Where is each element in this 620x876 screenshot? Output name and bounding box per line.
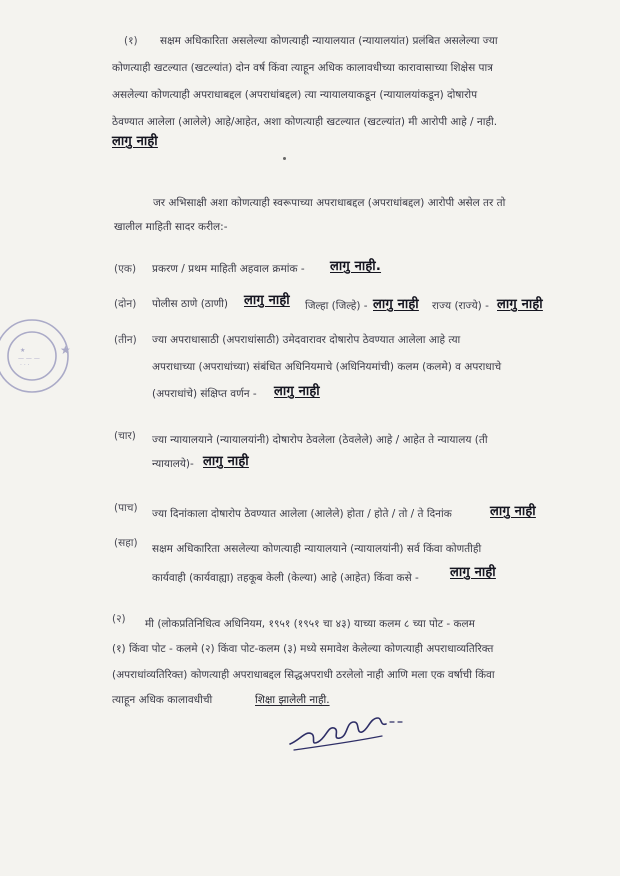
item-6-line-2: कार्यवाही (कार्यवाह्या) तहकूब केली (केल्या) आहे (आहेत) किंवा कसे -	[152, 572, 419, 584]
section-1-line-1: सक्षम अधिकारिता असलेल्या कोणत्याही न्यायालयात (न्यायालयांत) प्रलंबित असलेल्या ज्या	[160, 35, 498, 47]
section-1-answer: लागु नाही	[112, 134, 158, 149]
item-2-number: (दोन)	[114, 298, 137, 310]
official-seal-stamp-icon	[0, 296, 82, 416]
item-5-line-1: ज्या दिनांकाला दोषारोप ठेवण्यात आलेला (आलेले) होता / होते / तो / ते दिनांक	[152, 508, 452, 520]
item-4-number: (चार)	[114, 430, 136, 442]
ink-dot	[283, 157, 286, 160]
item-6-line-1: सक्षम अधिकारिता असलेल्या कोणत्याही न्यायालयाने (न्यायालयांनी) सर्व किंवा कोणतीही	[152, 543, 482, 555]
item-3-answer: लागु नाही	[274, 384, 320, 399]
section-1-line-3: असलेल्या कोणत्याही अपराधाबद्दल (अपराधांबद्दल) त्या न्यायालयाकडून (न्यायालयांकडून) दोषारोप	[112, 89, 478, 101]
item-2-state-label: राज्य (राज्ये) -	[432, 300, 489, 312]
item-4-answer: लागु नाही	[203, 454, 249, 469]
svg-text:★: ★	[20, 347, 26, 354]
item-1-number: (एक)	[114, 263, 137, 275]
item-4-line-1: ज्या न्यायालयाने (न्यायालयांनी) दोषारोप ठेवलेला (ठेवलेले) आहे / आहेत ते न्यायालय (ती	[152, 434, 488, 446]
svg-text:· · ·: · · ·	[20, 362, 30, 369]
section-2-line-1: मी (लोकप्रतिनिधित्व अधिनियम, १९५१ (१९५१ चा ४३) याच्या कलम ८ च्या पोट - कलम	[145, 618, 475, 630]
item-1-answer: लागु नाही.	[330, 259, 382, 274]
item-2-police-answer: लागु नाही	[244, 293, 290, 308]
item-4-line-2: न्यायालये)-	[152, 458, 194, 470]
section-2-line-3: (अपराधांव्यतिरिक्त) कोणत्याही अपराधाबद्दल सिद्धअपराधी ठरलेलो नाही आणि मला एक वर्षाची किंवा	[112, 669, 495, 681]
item-2-district-answer: लागु नाही	[373, 297, 419, 312]
item-1-text: प्रकरण / प्रथम माहिती अहवाल क्रमांक -	[152, 263, 305, 275]
item-6-number: (सहा)	[114, 537, 138, 549]
item-6-answer: लागु नाही	[450, 565, 496, 580]
intro-line-1: जर अभिसाक्षी अशा कोणत्याही स्वरूपाच्या अपराधाबद्दल (अपराधांबद्दल) आरोपी असेल तर तो	[153, 197, 506, 209]
item-3-line-3: (अपराधांचे) संक्षिप्त वर्णन -	[152, 388, 257, 400]
intro-line-2: खालील माहिती सादर करील:-	[114, 221, 228, 233]
section-1-line-4: ठेवण्यात आलेला (आलेले) आहे/आहेत, अशा कोणत्याही खटल्यात (खटल्यांत) मी आरोपी आहे / नाही.	[112, 116, 498, 128]
item-2-state-answer: लागु नाही	[497, 297, 543, 312]
item-3-line-2: अपराधाच्या (अपराधांच्या) संबंधित अधिनियमाचे (अधिनियमांची) कलम (कलमे) व अपराधाचे	[152, 361, 502, 373]
item-5-answer: लागु नाही	[490, 504, 536, 519]
section-2-line-2: (१) किंवा पोट - कलमे (२) किंवा पोट-कलम (३) मध्ये समावेश केलेल्या कोणत्याही अपराधाव्यतिरिक्त	[112, 643, 494, 655]
item-3-number: (तीन)	[114, 334, 137, 346]
section-2-no-sentence: शिक्षा झालेली नाही.	[255, 694, 330, 706]
section-1-number: (१)	[124, 35, 138, 47]
svg-text:★: ★	[60, 343, 71, 357]
signature-icon	[282, 700, 412, 758]
item-2-district-label: जिल्हा (जिल्हे) -	[305, 300, 368, 312]
section-1-line-2: कोणत्याही खटल्यात (खटल्यांत) दोन वर्ष किंवा त्याहून अधिक कालावधीच्या कारावासाच्या शिक्षेस पात्र	[112, 62, 493, 74]
section-2-line-4: त्याहून अधिक कालावधीची	[112, 694, 213, 706]
svg-text:— — —: — — —	[18, 355, 40, 362]
item-2-police-label: पोलीस ठाणे (ठाणी)	[152, 298, 229, 310]
item-5-number: (पाच)	[114, 502, 138, 514]
item-3-line-1: ज्या अपराधासाठी (अपराधांसाठी) उमेदवारावर दोषारोप ठेवण्यात आलेला आहे त्या	[152, 334, 461, 346]
section-2-number: (२)	[112, 613, 126, 625]
